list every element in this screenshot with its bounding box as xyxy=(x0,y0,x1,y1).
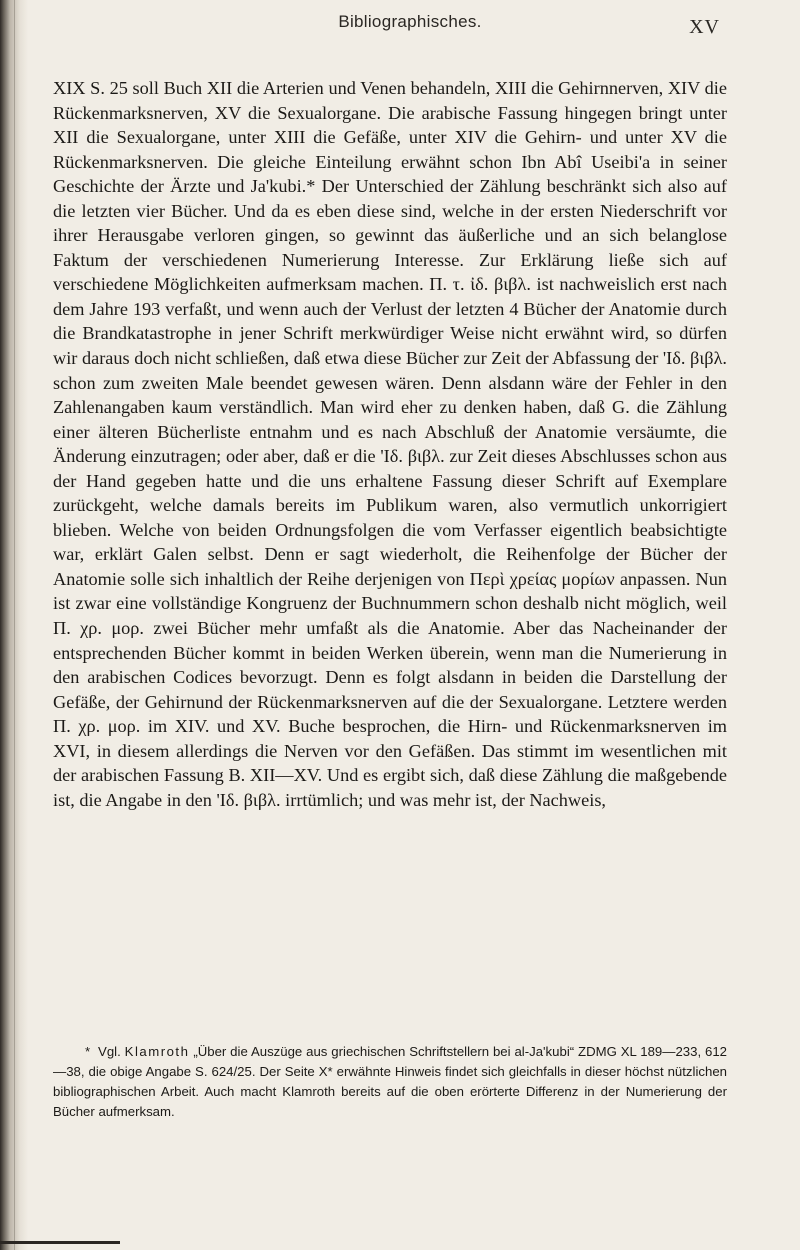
page-number: XV xyxy=(689,16,720,38)
footnote-marker: * xyxy=(85,1044,91,1059)
bottom-edge-mark xyxy=(0,1241,120,1244)
page-header xyxy=(100,12,720,46)
footnote-prefix: Vgl. xyxy=(98,1044,121,1059)
body-paragraph: XIX S. 25 soll Buch XII die Arterien und Venen behandeln, XIII die Gehirnnerven, XIV die Rückenmarksnerven, XV die Sexualorgane. Die arabische Fassung hingegen bringt unter XII die Sexualorgane, unter XIII die Gefäße, unter XIV die Gehirn- und unter XV die Rückenmarksnerven. Die gleiche Einteilung erwähnt schon Ibn Abî Useibi'a in seiner Geschichte der Ärzte und Ja'kubi.* Der Unterschied der Zählung beschränkt sich also auf die letzten vier Bücher. Und da es eben diese sind, welche in der ersten Niederschrift vor ihrer Herausgabe verloren gingen, so gewinnt das äußerliche und an sich belanglose Faktum der verschiedenen Numerierung Interesse. Zur Erklärung ließe sich auf verschiedene Möglichkeiten aufmerksam machen. Π. τ. ἰδ. βιβλ. ist nachweislich erst nach dem Jahre 193 verfaßt, und wenn auch der Verlust der letzten 4 Bücher der Anatomie durch die Brandkatastrophe in jener Schrift merkwürdiger Weise nicht erwähnt wird, so dürfen wir daraus doch nicht schließen, daß etwa diese Bücher zur Zeit der Abfassung der 'Ιδ. βιβλ. schon zum zweiten Male beendet gewesen wären. Denn alsdann wäre der Fehler in den Zahlenangaben kaum verständlich. Man wird eher zu denken haben, daß G. die Zählung einer älteren Bücherliste entnahm und es nach Abschluß der Anatomie versäumte, die Änderung einzutragen; oder aber, daß er die 'Ιδ. βιβλ. zur Zeit dieses Abschlusses schon aus der Hand gegeben hatte und die uns erhaltene Fassung dieser Schrift auf Exemplare zurückgeht, welche damals bereits im Publikum waren, also vermutlich unkorrigiert blieben. Welche von beiden Ordnungsfolgen die vom Verfasser eigentlich beabsichtigte war, erklärt Galen selbst. Denn er sagt wiederholt, die Reihenfolge der Bücher der Anatomie solle sich inhaltlich der Reihe derjenigen von Περὶ χρείας μορίων anpassen. Nun ist zwar eine vollständige Kongruenz der Buchnummern schon deshalb nicht möglich, weil Π. χρ. μορ. zwei Bücher mehr umfaßt als die Anatomie. Aber das Nacheinander der entsprechenden Bücher kommt in beiden Werken überein, wenn man die Numerierung in den arabischen Codices bevorzugt. Denn es folgt alsdann in beiden die Darstellung der Gefäße, der Gehirnund der Rückenmarksnerven auf die der Sexualorgane. Letztere werden Π. χρ. μορ. im XIV. und XV. Buche besprochen, die Hirn- und Rückenmarksnerven im XVI, in diesem allerdings die Nerven vor den Gefäßen. Das stimmt im wesentlichen mit der arabischen Fassung B. XII—XV. Und es ergibt sich, daß diese Zählung die maßgebende ist, die Angabe in den 'Ιδ. βιβλ. irrtümlich; und was mehr ist, der Nachweis, xyxy=(53,78,727,810)
gutter-line xyxy=(14,0,15,1250)
running-head: Bibliographisches. xyxy=(338,12,482,31)
footnote xyxy=(53,1042,727,1122)
footnote-author: Klamroth xyxy=(124,1044,190,1059)
footnote-text: „Über die Auszüge aus griechischen Schriftstellern bei al-Ja'kubi“ ZDMG XL 189—233, 612—38, die obige Angabe S. 624/25. Der Seite X* erwähnte Hinweis findet sich gleichfalls in dieser höchst nützlichen bibliographischen Arbeit. Auch macht Klamroth bereits auf die oben erörterte Differenz in der Numerierung der Bücher aufmerksam. xyxy=(53,1044,727,1119)
